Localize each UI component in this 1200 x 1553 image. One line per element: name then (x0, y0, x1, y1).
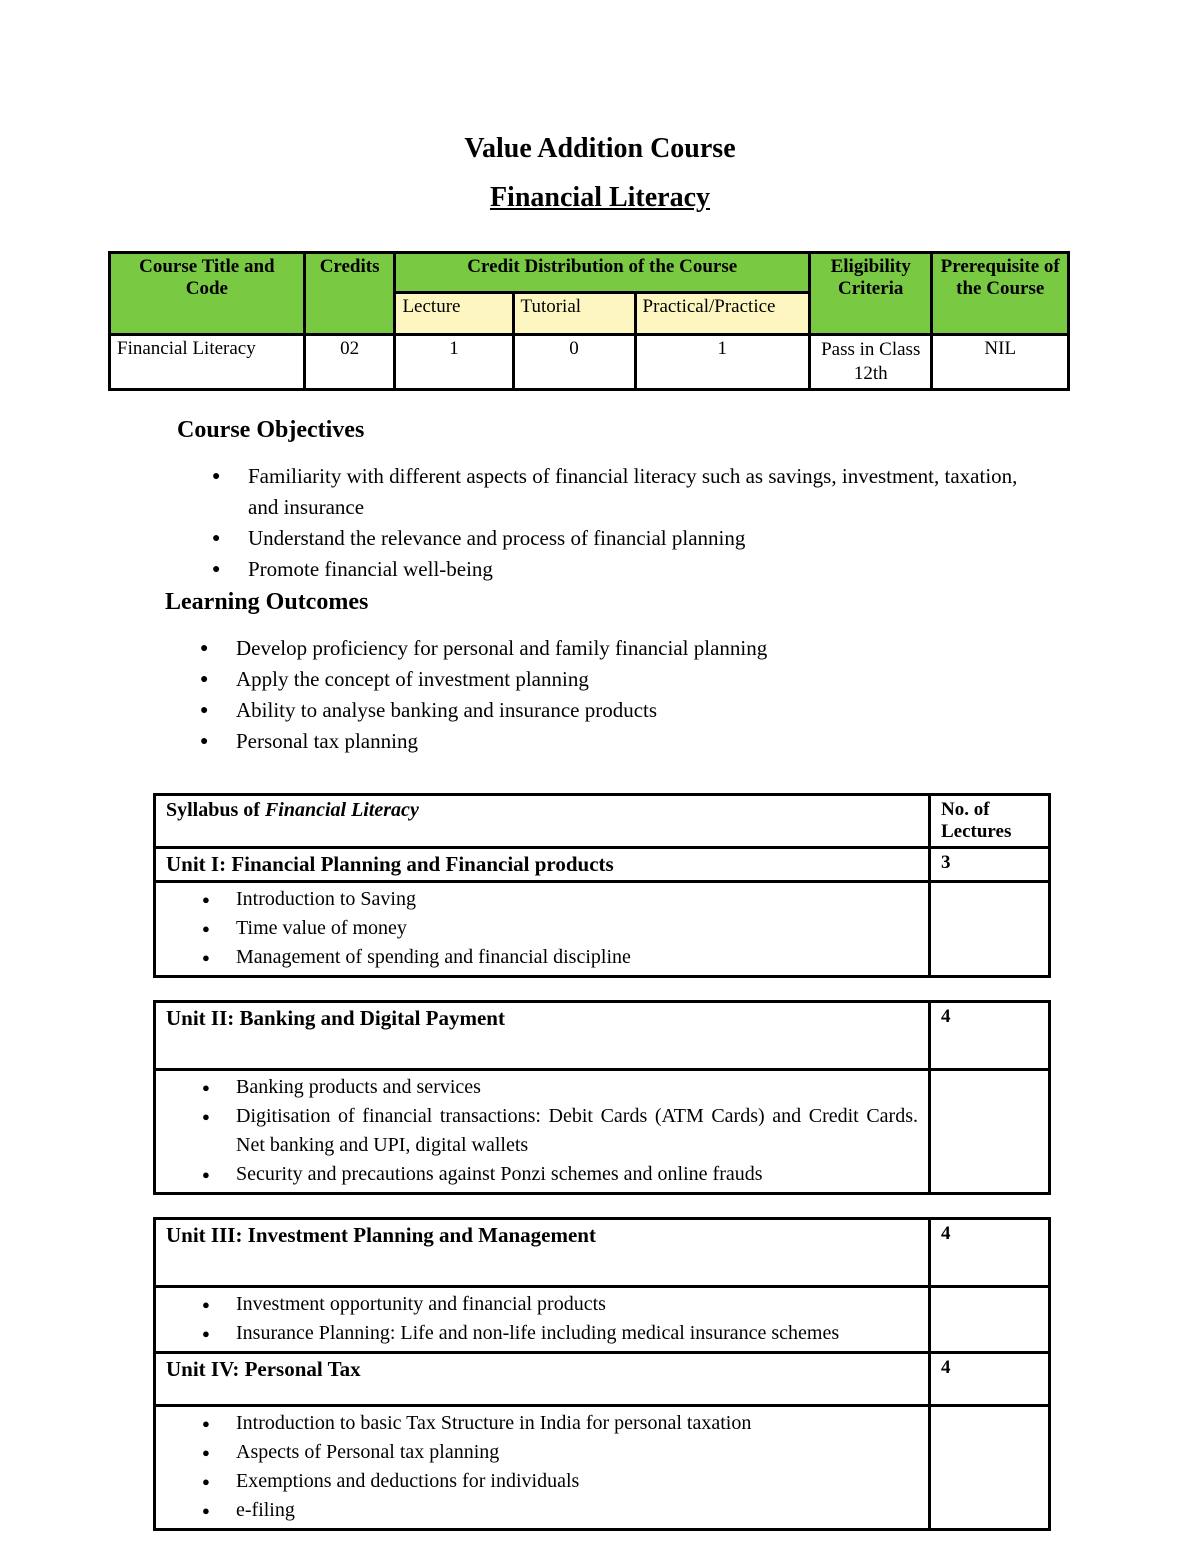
cell-eligibility: Pass in Class 12th (810, 335, 932, 390)
syllabus-heading-prefix: Syllabus of (166, 799, 265, 821)
header-practical: Practical/Practice (635, 293, 809, 335)
list-item: ● Understand the relevance and process of financial planning (212, 523, 1042, 554)
list-item: ● Aspects of Personal tax planning (166, 1438, 918, 1467)
header-eligibility: Eligibility Criteria (810, 253, 932, 335)
unit-2-topics (166, 1073, 918, 1189)
syllabus-table-unit-3-4 (153, 1217, 1051, 1531)
document-subtitle: Financial Literacy (489, 182, 711, 213)
list-item: ● Apply the concept of investment planning (200, 664, 1040, 695)
learning-outcomes-heading: Learning Outcomes (165, 589, 369, 615)
course-objectives-heading: Course Objectives (177, 417, 365, 443)
list-item: ● Ability to analyse banking and insurance products (200, 695, 1040, 726)
syllabus-table-unit-1 (153, 793, 1051, 978)
header-prerequisite: Prerequisite of the Course (932, 253, 1069, 335)
list-item: ● Develop proficiency for personal and family financial planning (200, 633, 1040, 664)
list-item: ● Digitisation of financial transactions: Debit Cards (ATM Cards) and Credit Cards. Net banking and UPI, digital wallets (166, 1102, 918, 1160)
unit-3-topics (166, 1290, 918, 1348)
document-title: Value Addition Course (464, 133, 736, 164)
course-objectives-list (212, 461, 1042, 585)
header-credit-distribution: Credit Distribution of the Course (395, 253, 810, 293)
list-item: ● Introduction to Saving (166, 885, 918, 914)
unit-1-topics (166, 885, 918, 972)
list-item: ● e-filing (166, 1496, 918, 1525)
list-item: ● Insurance Planning: Life and non-life including medical insurance schemes (166, 1319, 918, 1348)
unit-3-lectures: 4 (930, 1219, 1050, 1287)
cell-practical: 1 (635, 335, 809, 390)
list-item: ● Promote financial well-being (212, 554, 1042, 585)
list-item: ● Exemptions and deductions for individuals (166, 1467, 918, 1496)
unit-1-title: Unit I: Financial Planning and Financial products (155, 848, 930, 882)
list-item: ● Time value of money (166, 914, 918, 943)
unit-3-title: Unit III: Investment Planning and Management (155, 1219, 930, 1287)
unit-1-lectures: 3 (930, 848, 1050, 882)
unit-4-topics (166, 1409, 918, 1525)
header-lecture: Lecture (395, 293, 513, 335)
syllabus-table-unit-2 (153, 1000, 1051, 1195)
header-credits: Credits (304, 253, 395, 335)
unit-4-title: Unit IV: Personal Tax (155, 1353, 930, 1406)
syllabus-heading (155, 795, 930, 848)
syllabus-heading-course: Financial Literacy (264, 799, 419, 821)
unit-2-title: Unit II: Banking and Digital Payment (155, 1002, 930, 1070)
list-item: ● Banking products and services (166, 1073, 918, 1102)
cell-prerequisite: NIL (932, 335, 1069, 390)
cell-lecture: 1 (395, 335, 513, 390)
course-details-table (108, 251, 1070, 391)
header-course-title: Course Title and Code (110, 253, 305, 335)
list-item: ● Management of spending and financial discipline (166, 943, 918, 972)
list-item: ● Familiarity with different aspects of financial literacy such as savings, investment, taxation, and insurance (212, 461, 1042, 523)
learning-outcomes-list (200, 633, 1040, 757)
header-tutorial: Tutorial (513, 293, 635, 335)
cell-credits: 02 (304, 335, 395, 390)
unit-2-lectures: 4 (930, 1002, 1050, 1070)
cell-tutorial: 0 (513, 335, 635, 390)
lectures-label: No. of Lectures (930, 795, 1050, 848)
list-item: ● Security and precautions against Ponzi schemes and online frauds (166, 1160, 918, 1189)
unit-4-lectures: 4 (930, 1353, 1050, 1406)
list-item: ● Introduction to basic Tax Structure in India for personal taxation (166, 1409, 918, 1438)
list-item: ● Investment opportunity and financial products (166, 1290, 918, 1319)
list-item: ● Personal tax planning (200, 726, 1040, 757)
cell-course-title: Financial Literacy (110, 335, 305, 390)
